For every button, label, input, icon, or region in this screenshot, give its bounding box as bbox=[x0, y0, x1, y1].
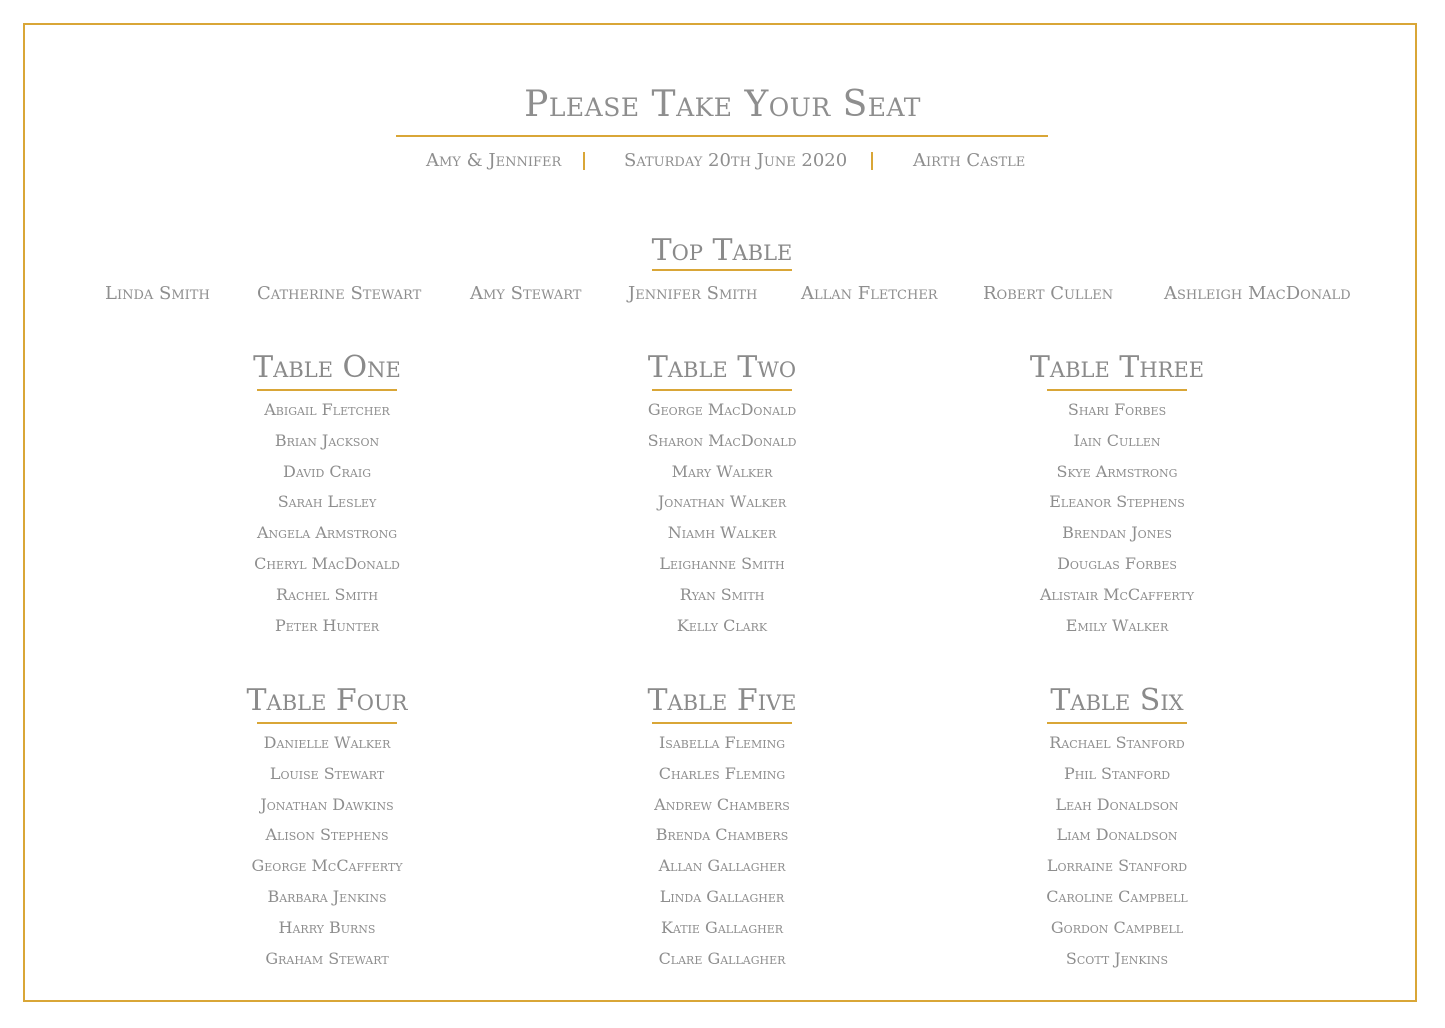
event-date: Saturday 20th June 2020 bbox=[624, 150, 848, 171]
guest-name: Cheryl MacDonald bbox=[254, 553, 400, 573]
guest-name: Brian Jackson bbox=[274, 430, 380, 450]
top-table-guest: Amy Stewart bbox=[470, 283, 582, 304]
guest-name: Rachel Smith bbox=[276, 584, 378, 604]
guest-name: Barbara Jenkins bbox=[267, 886, 387, 906]
guest-name: Phil Stanford bbox=[1063, 763, 1171, 783]
guest-name: Peter Hunter bbox=[274, 615, 380, 635]
guest-name: Mary Walker bbox=[671, 461, 773, 481]
guest-name: Liam Donaldson bbox=[1056, 825, 1178, 845]
table-four-guest-list bbox=[177, 728, 477, 974]
guest-name: Leah Donaldson bbox=[1055, 794, 1179, 814]
guest-name: Abigail Fletcher bbox=[264, 400, 390, 419]
guest-name: Caroline Campbell bbox=[1046, 886, 1188, 906]
guest-name: George McCafferty bbox=[251, 856, 403, 876]
guest-name: Isabella Fleming bbox=[658, 733, 785, 752]
subtitle-separator bbox=[871, 152, 873, 170]
title-divider bbox=[396, 135, 1048, 137]
guest-name: Niamh Walker bbox=[667, 523, 777, 543]
table-one-guest-list bbox=[177, 395, 477, 641]
guest-name: Danielle Walker bbox=[263, 733, 391, 752]
guest-name: Iain Cullen bbox=[1073, 430, 1161, 450]
top-table-title: Top Table bbox=[651, 233, 793, 268]
top-table-guest: Allan Fletcher bbox=[801, 283, 938, 304]
guest-name: Gordon Campbell bbox=[1050, 917, 1184, 937]
table-six-divider bbox=[1047, 722, 1187, 724]
guest-name: Louise Stewart bbox=[269, 763, 385, 783]
top-table-divider bbox=[652, 269, 792, 271]
guest-name: Linda Gallagher bbox=[659, 886, 785, 906]
guest-name: Graham Stewart bbox=[265, 948, 389, 968]
table-one-divider bbox=[257, 389, 397, 391]
table-two-title: Table Two bbox=[647, 350, 797, 385]
guest-name: Jonathan Walker bbox=[657, 492, 787, 512]
table-two-guest-list bbox=[572, 395, 872, 641]
guest-name: Eleanor Stephens bbox=[1049, 492, 1185, 512]
guest-name: Lorraine Stanford bbox=[1046, 856, 1188, 876]
table-six-title: Table Six bbox=[1050, 683, 1184, 718]
guest-name: Sarah Lesley bbox=[277, 492, 377, 512]
table-five-guest-list bbox=[572, 728, 872, 974]
guest-name: Skye Armstrong bbox=[1056, 461, 1178, 481]
guest-name: Douglas Forbes bbox=[1057, 553, 1177, 573]
guest-name: Ryan Smith bbox=[679, 584, 765, 604]
table-five-title: Table Five bbox=[647, 683, 797, 718]
table-five-divider bbox=[652, 722, 792, 724]
table-four-divider bbox=[257, 722, 397, 724]
guest-name: George MacDonald bbox=[647, 400, 797, 419]
guest-name: Andrew Chambers bbox=[654, 794, 790, 814]
guest-name: Angela Armstrong bbox=[256, 523, 398, 543]
couple-names: Amy & Jennifer bbox=[426, 150, 562, 171]
table-three-guest-list bbox=[967, 395, 1267, 641]
table-three-title: Table Three bbox=[1029, 350, 1205, 385]
guest-name: Clare Gallagher bbox=[658, 948, 786, 968]
guest-name: Scott Jenkins bbox=[1065, 948, 1169, 968]
guest-name: Leighanne Smith bbox=[659, 553, 785, 573]
guest-name: Rachael Stanford bbox=[1049, 733, 1185, 752]
guest-name: Emily Walker bbox=[1065, 615, 1169, 635]
top-table-guest: Ashleigh MacDonald bbox=[1164, 283, 1351, 304]
guest-name: David Craig bbox=[282, 461, 372, 481]
venue-name: Airth Castle bbox=[913, 150, 1026, 171]
guest-name: Brenda Chambers bbox=[655, 825, 789, 845]
guest-name: Sharon MacDonald bbox=[647, 430, 797, 450]
subtitle-separator bbox=[583, 152, 585, 170]
page-title: Please Take Your Seat bbox=[524, 84, 921, 125]
top-table-guest: Jennifer Smith bbox=[628, 283, 758, 304]
top-table-guest: Robert Cullen bbox=[983, 283, 1114, 304]
guest-name: Shari Forbes bbox=[1067, 400, 1167, 419]
guest-name: Harry Burns bbox=[278, 917, 376, 937]
guest-name: Kelly Clark bbox=[676, 615, 768, 635]
guest-name: Charles Fleming bbox=[658, 763, 786, 783]
guest-name: Alistair McCafferty bbox=[1039, 584, 1195, 604]
guest-name: Brendan Jones bbox=[1062, 523, 1172, 543]
guest-name: Allan Gallagher bbox=[658, 856, 786, 876]
table-four-title: Table Four bbox=[246, 683, 408, 718]
top-table-guest: Linda Smith bbox=[105, 283, 210, 304]
table-two-divider bbox=[652, 389, 792, 391]
guest-name: Alison Stephens bbox=[265, 825, 389, 845]
table-six-guest-list bbox=[967, 728, 1267, 974]
guest-name: Katie Gallagher bbox=[660, 917, 784, 937]
top-table-guest: Catherine Stewart bbox=[257, 283, 422, 304]
table-three-divider bbox=[1047, 389, 1187, 391]
guest-name: Jonathan Dawkins bbox=[260, 794, 394, 814]
table-one-title: Table One bbox=[253, 350, 401, 385]
